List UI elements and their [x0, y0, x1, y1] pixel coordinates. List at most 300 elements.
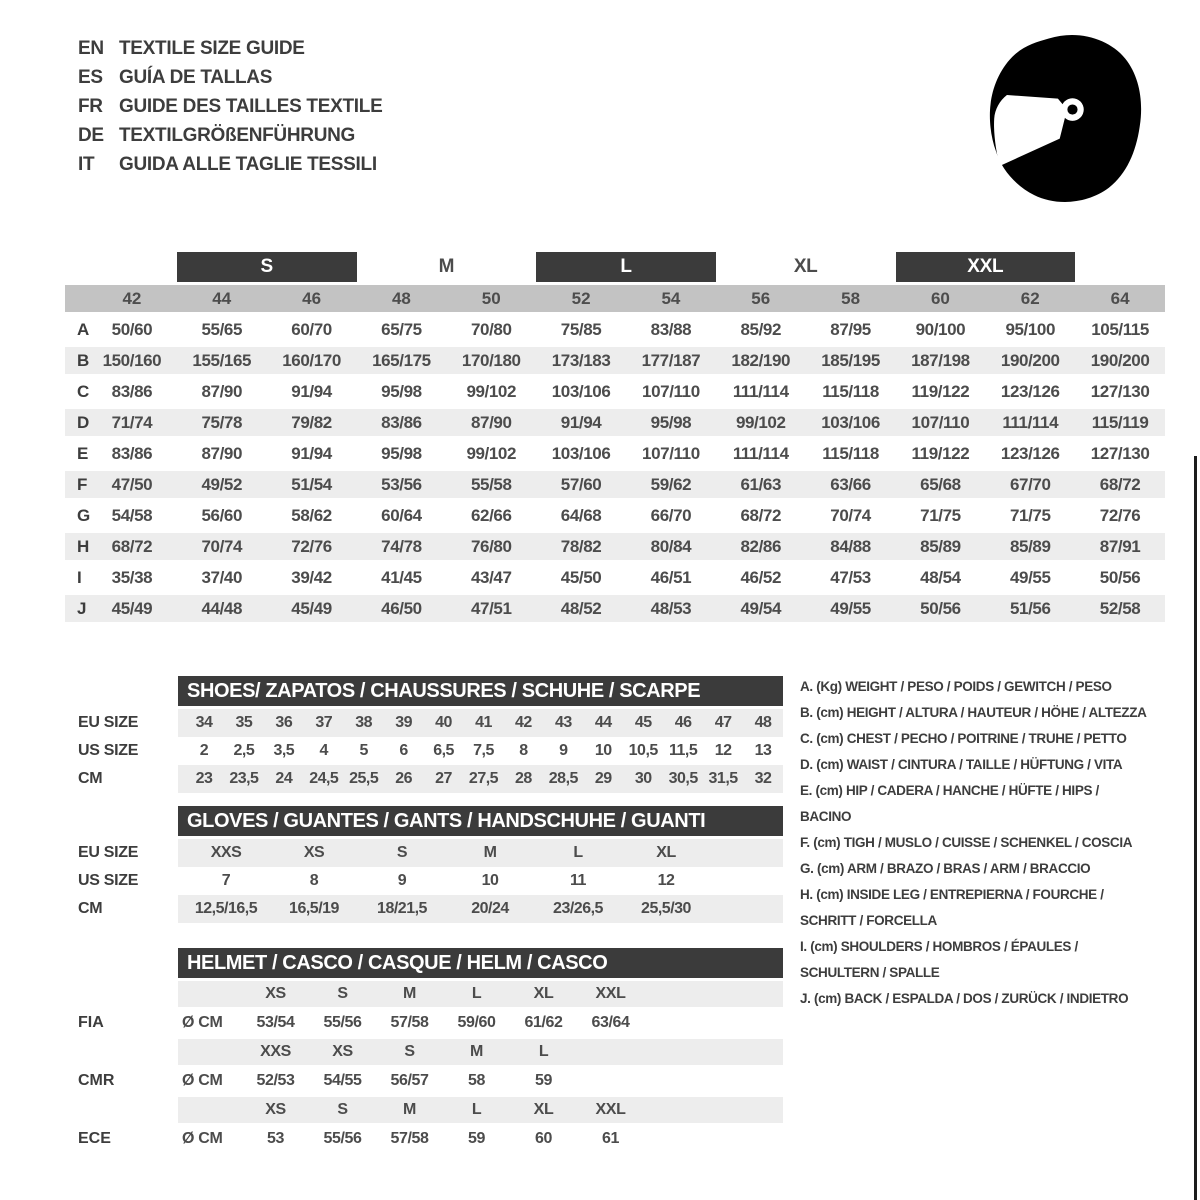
size-cell: 85/89 — [920, 536, 961, 556]
measurement-rows — [65, 314, 1165, 624]
row-values — [178, 867, 783, 895]
size-cell: 55/56 — [323, 1130, 362, 1147]
numeric-size-header: 54 — [661, 288, 681, 308]
size-cell: 34 — [195, 714, 213, 731]
numeric-size-header: 64 — [1110, 288, 1130, 308]
language-code: FR — [78, 95, 103, 117]
size-cell: 65/68 — [920, 474, 961, 494]
gloves-title-bar — [178, 806, 783, 836]
size-cell: 127/130 — [1090, 381, 1150, 401]
table-row — [65, 438, 1165, 469]
size-cell: 90/100 — [915, 319, 966, 339]
size-cell: 64/68 — [560, 505, 602, 525]
size-cell: 8 — [309, 872, 319, 889]
size-cell: 71/75 — [920, 505, 961, 525]
size-cell: 70/74 — [830, 505, 871, 525]
size-cell: 30 — [634, 770, 652, 787]
table-row — [65, 314, 1165, 345]
size-cell: 53/54 — [256, 1014, 295, 1031]
size-cell: 39 — [395, 714, 413, 731]
size-cell: 45/50 — [560, 567, 602, 587]
size-band: S — [177, 252, 357, 282]
size-cell: 8 — [519, 742, 528, 759]
standard-label — [78, 981, 178, 1007]
size-cell: 10 — [594, 742, 612, 759]
size-cell: XS — [265, 1101, 286, 1118]
size-cell: 6,5 — [433, 742, 454, 759]
size-cell: 60 — [535, 1130, 552, 1147]
size-cell: 49/55 — [830, 598, 871, 618]
row-filler — [644, 1007, 783, 1039]
size-cell: M — [470, 1043, 483, 1060]
size-cell: 107/110 — [642, 443, 700, 463]
size-cell: 187/198 — [911, 350, 970, 370]
language-title: GUÍA DE TALLAS — [119, 66, 273, 88]
size-cell: 43/47 — [470, 567, 512, 587]
row-values — [178, 1123, 783, 1155]
numeric-size-header: 44 — [212, 288, 232, 308]
numeric-size-header: 48 — [391, 288, 411, 308]
size-cell: 52/53 — [256, 1072, 295, 1089]
size-cell: 28,5 — [548, 770, 578, 787]
size-cell: 99/102 — [735, 412, 786, 432]
size-cell: 155/165 — [192, 350, 252, 370]
size-cell: 83/88 — [650, 319, 692, 339]
size-cell: 63/64 — [591, 1014, 630, 1031]
size-cell: 71/74 — [111, 412, 153, 432]
size-cell: XXS — [210, 844, 242, 861]
shoes-row — [78, 737, 783, 765]
size-cell: 58/62 — [291, 505, 332, 525]
size-cell: 87/95 — [830, 319, 871, 339]
size-cell: 47/51 — [470, 598, 512, 618]
row-label: US SIZE — [78, 742, 139, 759]
size-band-row — [65, 252, 1165, 282]
legend-item: F. (cm) TIGH / MUSLO / CUISSE / SCHENKEL / COSCIA — [800, 835, 1133, 850]
size-cell: 95/100 — [1005, 319, 1056, 339]
row-label: CM — [78, 770, 103, 787]
size-band — [1075, 252, 1165, 282]
size-cell: 35/38 — [111, 567, 153, 587]
legend-item: E. (cm) HIP / CADERA / HANCHE / HÜFTE / HIPS / BACINO — [800, 783, 1099, 824]
unit-label: Ø CM — [182, 1072, 223, 1089]
language-title-list — [78, 34, 382, 179]
size-cell: 119/122 — [911, 443, 970, 463]
size-cell: 105/115 — [1091, 319, 1149, 339]
helmet-row — [78, 981, 783, 1007]
numeric-size-header: 46 — [302, 288, 322, 308]
numeric-size-header: 52 — [571, 288, 591, 308]
size-cell: S — [337, 985, 348, 1002]
language-code: EN — [78, 37, 104, 59]
size-cell: 47/50 — [111, 474, 153, 494]
size-cell: 115/119 — [1091, 412, 1149, 432]
size-cell: 48/52 — [560, 598, 602, 618]
row-filler — [644, 1097, 783, 1123]
size-cell: 49/55 — [1009, 567, 1051, 587]
size-cell: 55/56 — [323, 1014, 362, 1031]
size-cell: 59/60 — [457, 1014, 496, 1031]
row-label: H — [77, 536, 90, 556]
size-cell: 23,5 — [229, 770, 259, 787]
row-filler — [710, 839, 783, 867]
size-cell: XL — [533, 985, 554, 1002]
size-cell: 10 — [481, 872, 499, 889]
numeric-size-header: 42 — [122, 288, 142, 308]
size-cell: 25,5/30 — [641, 900, 691, 917]
row-label: B — [77, 350, 90, 370]
gloves-row — [78, 895, 783, 923]
size-cell: 76/80 — [470, 536, 512, 556]
size-cell: 53/56 — [381, 474, 422, 494]
size-cell: 111/114 — [732, 443, 789, 463]
row-label: G — [77, 505, 91, 525]
helmet-row — [78, 1039, 783, 1065]
gloves-title: GLOVES / GUANTES / GANTS / HANDSCHUHE / GUANTI — [187, 809, 706, 832]
size-cell: 103/106 — [551, 443, 611, 463]
standard-label: CMR — [78, 1072, 115, 1089]
size-cell: 62/66 — [470, 505, 512, 525]
size-cell: 43 — [554, 714, 572, 731]
size-cell: 85/89 — [1009, 536, 1051, 556]
size-cell: 42 — [515, 714, 532, 731]
size-cell: 7,5 — [473, 742, 494, 759]
row-label: E — [77, 443, 89, 463]
size-cell: 40 — [435, 714, 452, 731]
size-cell: 72/76 — [291, 536, 332, 556]
size-cell: 49/54 — [740, 598, 782, 618]
row-label: A — [77, 319, 90, 339]
numeric-size-header: 58 — [841, 288, 861, 308]
size-cell: 87/91 — [1099, 536, 1141, 556]
size-cell: 83/86 — [111, 443, 153, 463]
language-row — [78, 150, 382, 179]
size-cell: 55/58 — [470, 474, 512, 494]
size-cell: 74/78 — [381, 536, 422, 556]
size-cell: 48 — [754, 714, 772, 731]
gloves-table — [78, 806, 783, 923]
size-cell: 47 — [714, 714, 732, 731]
shoes-row — [78, 765, 783, 793]
size-cell: 61/63 — [740, 474, 782, 494]
size-cell: 51/54 — [291, 474, 332, 494]
size-cell — [577, 1039, 644, 1065]
size-cell: 50/60 — [111, 319, 153, 339]
size-cell: 57/58 — [390, 1130, 429, 1147]
size-cell: 182/190 — [731, 350, 791, 370]
size-band — [87, 252, 177, 282]
size-cell: 32 — [754, 770, 772, 787]
language-code: IT — [78, 153, 95, 175]
size-cell: 59/62 — [650, 474, 692, 494]
size-cell: 160/170 — [282, 350, 341, 370]
size-cell: 30,5 — [668, 770, 698, 787]
size-cell: 57/60 — [560, 474, 602, 494]
size-cell: 190/200 — [1000, 350, 1060, 370]
size-cell: 71/75 — [1009, 505, 1051, 525]
size-cell: XS — [332, 1043, 353, 1060]
size-cell: 46/52 — [740, 567, 782, 587]
size-cell: 47/53 — [830, 567, 871, 587]
size-cell: 83/86 — [111, 381, 153, 401]
size-cell: L — [573, 844, 583, 861]
gloves-row — [78, 867, 783, 895]
size-cell: 170/180 — [461, 350, 521, 370]
size-cell: 31,5 — [708, 770, 738, 787]
size-cell: 44 — [594, 714, 612, 731]
helmet-table — [78, 948, 783, 1155]
size-cell: 82/86 — [740, 536, 782, 556]
size-cell: 79/82 — [291, 412, 332, 432]
row-filler — [644, 981, 783, 1007]
numeric-size-header: 56 — [751, 288, 771, 308]
language-row — [78, 34, 382, 63]
size-cell: 37/40 — [201, 567, 243, 587]
textile-size-table — [65, 252, 1165, 624]
row-values — [178, 981, 783, 1007]
size-cell: L — [471, 985, 482, 1002]
row-label: D — [77, 412, 90, 432]
helmet-title: HELMET / CASCO / CASQUE / HELM / CASCO — [187, 951, 608, 974]
row-values — [178, 1007, 783, 1039]
language-row — [78, 121, 382, 150]
gloves-row — [78, 839, 783, 867]
row-filler — [644, 1039, 783, 1065]
size-cell: 9 — [559, 742, 568, 759]
standard-label: ECE — [78, 1130, 111, 1147]
table-row — [65, 593, 1165, 624]
size-cell: 95/98 — [381, 381, 422, 401]
size-cell: 9 — [397, 872, 407, 889]
size-band: XXL — [896, 252, 1076, 282]
numeric-size-header: 50 — [481, 288, 501, 308]
size-cell: XS — [303, 844, 325, 861]
size-cell: 41 — [475, 714, 492, 731]
size-cell: 85/92 — [740, 319, 782, 339]
helmet-icon — [972, 24, 1162, 206]
size-cell: 111/114 — [1002, 412, 1059, 432]
size-cell: 99/102 — [466, 381, 517, 401]
size-cell: 58 — [468, 1072, 485, 1089]
size-cell: 70/80 — [470, 319, 512, 339]
size-cell: 66/70 — [650, 505, 692, 525]
helmet-row — [78, 1123, 783, 1155]
size-cell: XXL — [595, 985, 626, 1002]
row-filler — [644, 1123, 783, 1155]
helmet-row — [78, 1097, 783, 1123]
legend-item: H. (cm) INSIDE LEG / ENTREPIERNA / FOURCHE / SCHRITT / FORCELLA — [800, 887, 1104, 928]
row-filler — [710, 895, 783, 923]
size-cell: 50/56 — [920, 598, 961, 618]
size-cell: 55/65 — [201, 319, 243, 339]
row-filler — [644, 1065, 783, 1097]
size-cell: L — [471, 1101, 482, 1118]
band-spacer — [65, 285, 87, 312]
size-cell: 59 — [468, 1130, 485, 1147]
size-cell: 123/126 — [1000, 443, 1060, 463]
size-cell: 46/50 — [381, 598, 422, 618]
size-band: M — [438, 256, 455, 277]
numeric-size-row — [65, 285, 1165, 312]
shoes-title-bar — [178, 676, 783, 706]
row-label: EU SIZE — [78, 844, 139, 861]
size-cell: XS — [265, 985, 286, 1002]
size-cell: 95/98 — [381, 443, 422, 463]
size-cell: 78/82 — [560, 536, 602, 556]
table-row — [65, 376, 1165, 407]
size-cell: 99/102 — [466, 443, 517, 463]
size-cell: 185/195 — [821, 350, 880, 370]
size-cell: 26 — [395, 770, 413, 787]
size-cell: 119/122 — [911, 381, 970, 401]
size-cell: 10,5 — [628, 742, 658, 759]
size-cell: 72/76 — [1099, 505, 1141, 525]
size-cell: 54/58 — [111, 505, 153, 525]
size-cell: 150/160 — [102, 350, 162, 370]
size-cell: 12,5/16,5 — [194, 900, 258, 917]
size-cell: 68/72 — [740, 505, 782, 525]
size-cell: 177/187 — [641, 350, 701, 370]
size-cell: 35 — [235, 714, 253, 731]
legend-item: J. (cm) BACK / ESPALDA / DOS / ZURÜCK / INDIETRO — [800, 991, 1129, 1006]
size-cell: 27,5 — [468, 770, 499, 787]
legend-item: A. (Kg) WEIGHT / PESO / POIDS / GEWITCH / PESO — [800, 679, 1112, 694]
size-cell: 20/24 — [471, 900, 509, 917]
size-cell: 103/106 — [821, 412, 880, 432]
unit-label — [178, 1039, 242, 1065]
unit-label: Ø CM — [182, 1014, 223, 1031]
size-cell: 13 — [754, 742, 772, 759]
table-row — [65, 500, 1165, 531]
size-cell: 44/48 — [201, 598, 243, 618]
size-cell: 63/66 — [830, 474, 871, 494]
row-values — [178, 895, 783, 923]
standard-label — [78, 1039, 178, 1065]
size-cell: 45 — [634, 714, 652, 731]
size-cell: 61/62 — [524, 1014, 563, 1031]
row-label: J — [77, 598, 87, 618]
row-label: US SIZE — [78, 872, 139, 889]
size-cell: 57/58 — [390, 1014, 429, 1031]
language-title: TEXTILE SIZE GUIDE — [119, 37, 305, 59]
size-cell: XL — [533, 1101, 554, 1118]
row-values — [178, 1065, 783, 1097]
size-cell: 56/57 — [390, 1072, 429, 1089]
table-row — [65, 469, 1165, 500]
row-label: C — [77, 381, 90, 401]
size-cell: 54/55 — [323, 1072, 362, 1089]
row-values — [178, 737, 783, 765]
language-code: ES — [78, 66, 103, 88]
language-title: GUIDE DES TAILLES TEXTILE — [119, 95, 383, 117]
size-cell: 50/56 — [1099, 567, 1141, 587]
size-cell: 48/54 — [920, 567, 961, 587]
standard-label: FIA — [78, 1014, 104, 1031]
language-title: GUIDA ALLE TAGLIE TESSILI — [119, 153, 377, 175]
shoes-row — [78, 709, 783, 737]
size-cell: 65/75 — [381, 319, 422, 339]
size-cell: 87/90 — [470, 412, 512, 432]
size-cell — [577, 1065, 644, 1097]
size-cell: XXS — [260, 1043, 291, 1060]
size-cell: 91/94 — [560, 412, 602, 432]
size-cell: 25,5 — [349, 770, 379, 787]
size-cell: 46/51 — [650, 567, 692, 587]
size-cell: 29 — [594, 770, 612, 787]
size-cell: 24,5 — [309, 770, 339, 787]
size-cell: 52/58 — [1099, 598, 1141, 618]
size-cell: 12 — [657, 872, 675, 889]
row-values — [178, 709, 783, 737]
size-cell: 5 — [359, 742, 368, 759]
legend-item: G. (cm) ARM / BRAZO / BRAS / ARM / BRACCIO — [800, 861, 1091, 876]
shoes-table — [78, 676, 783, 793]
size-cell: 68/72 — [1099, 474, 1141, 494]
unit-label: Ø CM — [182, 1130, 223, 1147]
size-cell: 38 — [355, 714, 373, 731]
row-label: I — [77, 567, 82, 587]
size-cell: 48/53 — [650, 598, 692, 618]
row-filler — [710, 867, 783, 895]
size-cell: 75/78 — [201, 412, 243, 432]
size-cell: 23/26,5 — [553, 900, 603, 917]
row-label: EU SIZE — [78, 714, 139, 731]
size-cell: 107/110 — [911, 412, 970, 432]
size-cell: 68/72 — [111, 536, 153, 556]
size-cell: 80/84 — [650, 536, 692, 556]
size-cell: 83/86 — [381, 412, 422, 432]
size-cell: 7 — [221, 872, 231, 889]
size-cell: 28 — [515, 770, 532, 787]
size-cell: M — [403, 1101, 416, 1118]
size-cell: 27 — [435, 770, 452, 787]
size-cell: 16,5/19 — [289, 900, 339, 917]
size-cell: XXL — [595, 1101, 626, 1118]
language-row — [78, 63, 382, 92]
size-cell: 59 — [535, 1072, 552, 1089]
size-cell: 84/88 — [830, 536, 871, 556]
size-cell: 61 — [602, 1130, 619, 1147]
size-cell: 37 — [315, 714, 333, 731]
size-cell: 2 — [199, 742, 209, 759]
unit-label — [178, 981, 242, 1007]
size-cell: 173/183 — [551, 350, 611, 370]
size-cell: 2,5 — [233, 742, 255, 759]
table-row — [65, 562, 1165, 593]
size-cell: 115/118 — [822, 443, 879, 463]
size-cell: 36 — [275, 714, 293, 731]
size-cell: 107/110 — [642, 381, 700, 401]
size-cell: 23 — [195, 770, 213, 787]
size-cell: 39/42 — [291, 567, 332, 587]
page-edge-line — [1194, 456, 1197, 1200]
table-row — [65, 345, 1165, 376]
size-cell: 51/56 — [1009, 598, 1051, 618]
size-cell: 87/90 — [201, 381, 243, 401]
size-cell: 11,5 — [669, 742, 698, 759]
size-cell: 45/49 — [111, 598, 153, 618]
row-values — [178, 1097, 783, 1123]
row-values — [178, 1039, 783, 1065]
size-cell: 67/70 — [1009, 474, 1051, 494]
unit-label — [178, 1097, 242, 1123]
size-cell: 70/74 — [201, 536, 243, 556]
size-cell: 24 — [275, 770, 293, 787]
size-cell: S — [337, 1101, 348, 1118]
row-values — [178, 839, 783, 867]
size-cell: 53 — [267, 1130, 284, 1147]
helmet-row — [78, 1007, 783, 1039]
